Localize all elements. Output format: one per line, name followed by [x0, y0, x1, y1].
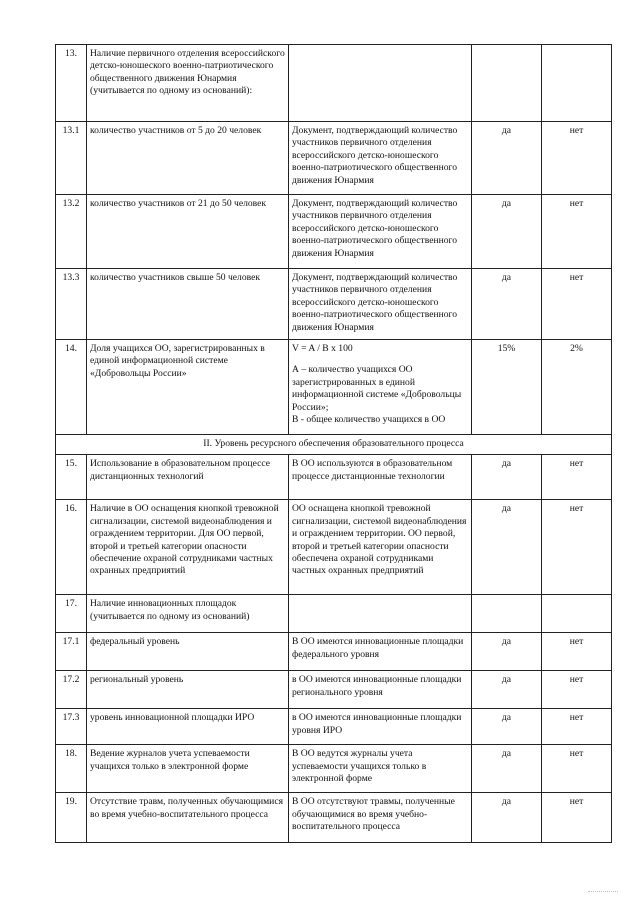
indicator-cell: количество участников от 21 до 50 человек	[87, 195, 289, 269]
row-number: 17.2	[56, 671, 87, 709]
indicator-cell: Отсутствие травм, полученных обучающимися во время учебно-воспитательного процесса	[87, 793, 289, 843]
value-cell	[472, 595, 542, 633]
document-cell	[289, 45, 472, 122]
row-number: 19.	[56, 793, 87, 843]
table-row	[56, 195, 612, 269]
document-cell: Документ, подтверждающий количество участников первичного отделения всероссийского детско-юношеского военно-патриотического общественного движения Юнармия	[289, 195, 472, 269]
document-cell: В ОО отсутствуют травмы, полученные обучающимися во время учебно-воспитательного процесса	[289, 793, 472, 843]
value-cell: нет	[542, 122, 612, 195]
value-cell	[472, 45, 542, 122]
row-number: 17.3	[56, 709, 87, 745]
formula-text: V = A / B x 100	[292, 343, 353, 354]
formula-cell	[289, 340, 472, 435]
document-cell: ОО оснащена кнопкой тревожной сигнализации, системой видеонаблюдения и ограждением территории. ОО первой, второй и третьей категории опасности обеспечена охраной сотрудниками частных охранных предприятий	[289, 500, 472, 595]
value-cell: да	[472, 793, 542, 843]
value-cell: нет	[542, 195, 612, 269]
value-cell: да	[472, 500, 542, 595]
table-row	[56, 500, 612, 595]
indicator-cell: Доля учащихся ОО, зарегистрированных в единой информационной системе «Добровольцы России»	[87, 340, 289, 435]
value-cell: 15%	[472, 340, 542, 435]
table-row	[56, 455, 612, 500]
table-row	[56, 340, 612, 435]
indicator-cell: региональный уровень	[87, 671, 289, 709]
value-cell: нет	[542, 633, 612, 671]
section-row	[56, 435, 612, 455]
row-number: 13.3	[56, 269, 87, 340]
section-title: II. Уровень ресурсного обеспечения образовательного процесса	[56, 435, 612, 455]
document-cell: Документ, подтверждающий количество участников первичного отделения всероссийского детско-юношеского военно-патриотического общественного движения Юнармия	[289, 269, 472, 340]
row-number: 16.	[56, 500, 87, 595]
indicator-cell: Наличие первичного отделения всероссийского детско-юношеского военно-патриотического общественного движения Юнармия (учитывается по одному из оснований):	[87, 45, 289, 122]
table-row	[56, 745, 612, 793]
row-number: 13.2	[56, 195, 87, 269]
scan-artifact	[588, 891, 618, 895]
value-cell: да	[472, 671, 542, 709]
document-cell: В ОО ведутся журналы учета успеваемости учащихся только в электронной форме	[289, 745, 472, 793]
row-number: 18.	[56, 745, 87, 793]
row-number: 17.	[56, 595, 87, 633]
value-cell: 2%	[542, 340, 612, 435]
table-row	[56, 633, 612, 671]
row-number: 17.1	[56, 633, 87, 671]
indicator-cell: федеральный уровень	[87, 633, 289, 671]
document-cell: в ОО имеются инновационные площадки уровня ИРО	[289, 709, 472, 745]
indicator-cell: количество участников свыше 50 человек	[87, 269, 289, 340]
value-cell: нет	[542, 671, 612, 709]
value-cell: да	[472, 455, 542, 500]
row-number: 13.	[56, 45, 87, 122]
document-cell: Документ, подтверждающий количество участников первичного отделения всероссийского детско-юношеского военно-патриотического общественного движения Юнармия	[289, 122, 472, 195]
table-row	[56, 671, 612, 709]
table-row	[56, 45, 612, 122]
formula-definition-b: В - общее количество учащихся в ОО	[292, 414, 446, 426]
criteria-table	[55, 44, 612, 843]
document-cell: В ОО используются в образовательном процессе дистанционные технологии	[289, 455, 472, 500]
value-cell: нет	[542, 269, 612, 340]
indicator-cell: количество участников от 5 до 20 человек	[87, 122, 289, 195]
table-row	[56, 269, 612, 340]
row-number: 14.	[56, 340, 87, 435]
value-cell: нет	[542, 793, 612, 843]
document-cell: в ОО имеются инновационные площадки регионального уровня	[289, 671, 472, 709]
table-row	[56, 595, 612, 633]
row-number: 15.	[56, 455, 87, 500]
indicator-cell: Использование в образовательном процессе дистанционных технологий	[87, 455, 289, 500]
document-cell: В ОО имеются инновационные площадки федерального уровня	[289, 633, 472, 671]
row-number: 13.1	[56, 122, 87, 195]
value-cell: да	[472, 709, 542, 745]
indicator-cell: уровень инновационной площадки ИРО	[87, 709, 289, 745]
table-row	[56, 122, 612, 195]
value-cell: нет	[542, 709, 612, 745]
value-cell: да	[472, 269, 542, 340]
document-cell	[289, 595, 472, 633]
indicator-cell: Ведение журналов учета успеваемости учащихся только в электронной форме	[87, 745, 289, 793]
table-row	[56, 709, 612, 745]
value-cell: нет	[542, 500, 612, 595]
table-row	[56, 793, 612, 843]
indicator-cell: Наличие инновационных площадок (учитывается по одному из оснований)	[87, 595, 289, 633]
value-cell: да	[472, 633, 542, 671]
value-cell: нет	[542, 455, 612, 500]
value-cell: да	[472, 195, 542, 269]
formula-definition-a: А – количество учащихся ОО зарегистрированных в единой информационной системе «Добровольцы России»;	[292, 364, 462, 413]
value-cell	[542, 45, 612, 122]
value-cell: да	[472, 745, 542, 793]
value-cell: да	[472, 122, 542, 195]
value-cell	[542, 595, 612, 633]
value-cell: нет	[542, 745, 612, 793]
indicator-cell: Наличие в ОО оснащения кнопкой тревожной сигнализации, системой видеонаблюдения и ограждением территории. Для ОО первой, второй и третьей категории опасности обеспечение охраной сотрудниками частных охранных предприятий	[87, 500, 289, 595]
